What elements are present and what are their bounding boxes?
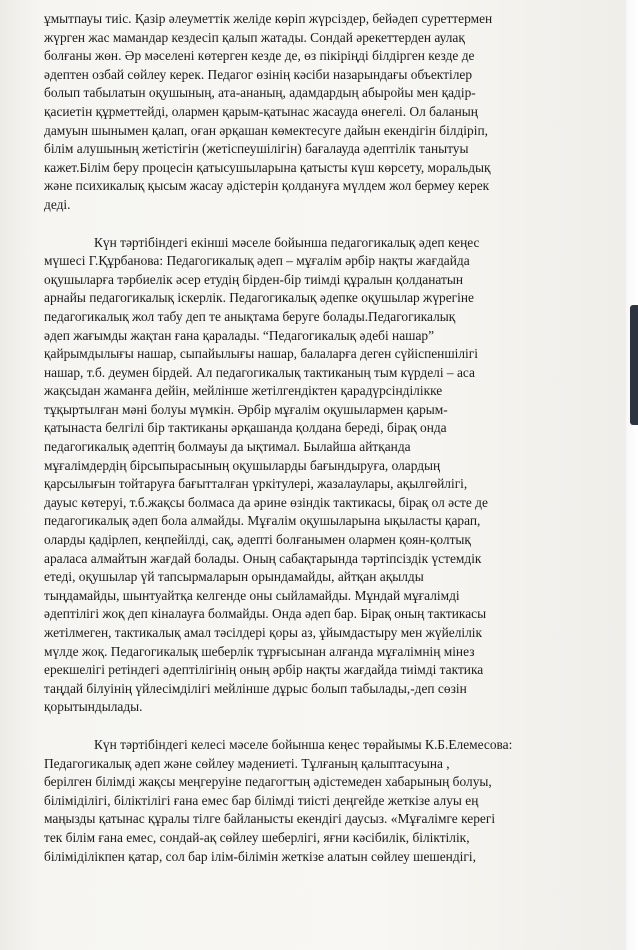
text-line: Күн тәртібіндегі екінші мәселе бойынша педагогикалық әдеп кеңес [94, 234, 480, 250]
text-line: берілген білімді жақсы меңгеруіне педагогтың әдістемеден хабарының болуы, [44, 774, 492, 790]
text-line: арнайы педагогикалық іскерлік. Педагогикалық әдепке оқушылар жүрегіне [44, 290, 474, 306]
text-line: тек білім ғана емес, сондай-ақ сөйлеу шеберлігі, яғни кәсібилік, біліктілік, [44, 829, 470, 845]
text-line: әдептен озбай сөйлеу керек. Педагог өзінің кәсіби назарындағы объектілер [44, 66, 473, 82]
text-line: ерекшелігі ретіндегі әдептілігінің оның әрбір нақты жағдайда тиімді тактика [44, 662, 484, 678]
paragraph-gap [44, 215, 600, 234]
page-edge [626, 0, 638, 950]
text-line: жақсыдан жаманға дейін, мейлінше жетілгендіктен қарадүрсінділікке [44, 383, 443, 399]
text-line: қарсылығын тойтаруға бағытталған үркітулері, жазалаулары, ақылгөйлігі, [44, 476, 468, 492]
text-line: болып табылатын оқушының, ата-ананың, адамдардың абыройы мен қадір- [44, 85, 476, 101]
text-line: мүшесі Г.Құрбанова: Педагогикалық әдеп – мұғалім әрбір нақты жағдайда [44, 253, 470, 269]
text-line: біліміділікпен қатар, сол бар ілім-білімін жеткізе алатын сөйлеу шешендігі, [44, 848, 476, 864]
text-line: етеді, оқушылар үй тапсырмаларын орындамайды, айтқан ақылды [44, 569, 424, 585]
text-line: Педагогикалық әдеп және сөйлеу мәдениеті. Тұлғаның қалыптасуына , [44, 755, 450, 771]
text-line: болғаны жөн. Әр мәселені көтерген кезде де, өз пікіріңді білдірген кезде де [44, 48, 475, 64]
text-line: жүрген жас мамандар кездесіп қалып жатады. Сондай әрекеттерден аулақ [44, 29, 465, 45]
text-line: қасиетін құрметтейді, олармен қарым-қатынас жасауда өнегелі. Ол баланың [44, 103, 478, 119]
text-line: кажет.Білім беру процесін қатысушыларына қатысты күш көрсету, моральдық [44, 159, 491, 175]
text-line: қайрымдылығы нашар, сыпайылығы нашар, балаларға деген сүйіспеншілігі [44, 346, 478, 362]
text-line: әдеп жағымды жақтан ғана қаралады. “Педагогикалық әдебі нашар” [44, 327, 435, 343]
paragraph-3 [44, 736, 600, 866]
text-line: жетілмеген, тактикалық амал тәсілдері қоры аз, ұйымдастыру мен жүйелілік [44, 625, 483, 640]
text-line: нашар, т.б. деумен бірдей. Ал педагогикалық тактиканың тым күрделі – аса [44, 364, 475, 380]
text-line: дамуын шынымен қалап, оған әрқашан көмектесуге дайын екендігін білдіріп, [44, 122, 488, 138]
text-line: тыңдамайды, шынтуайтқа келгенде оны сыйламайды. Мұндай мұғалімді [44, 587, 460, 603]
text-line: әдептілігі жоқ деп кіналауға болмайды. Онда әдеп бар. Бірақ оның тактикасы [44, 606, 487, 622]
text-line: деді. [44, 196, 71, 212]
text-line: оқушыларға тәрбиелік әсер етудің бірден-бір тиімді құралын қолданатын [44, 271, 464, 287]
text-line: мұғалімдердің бірсыпырасының оқушыларды бағындыруға, олардың [44, 457, 441, 473]
text-line: қорытындылады. [44, 699, 143, 715]
text-line: қатынаста белгілі бір тактиканы әрқашанда қолдана береді, бірақ онда [44, 420, 447, 436]
text-line: дауыс көтеруі, т.б.жақсы болмаса да әрине өзіндік тактикасы, бірақ ол әсте де [44, 494, 488, 510]
text-line: оларды қадірлеп, кеңпейілді, сақ, әдепті болғанымен олармен қоян-қолтық [44, 532, 471, 548]
text-line: таңдай білуінің үйлесімділігі мейлінше дұрыс болып табылады,-деп сөзін [44, 680, 467, 696]
text-line: араласа алмайтын жағдай болады. Оның сабақтарында тәртіпсіздік үстемдік [44, 550, 482, 566]
device-edge [630, 305, 638, 425]
paragraph-gap [44, 717, 600, 736]
paragraph-1 [44, 10, 600, 215]
text-line: Күн тәртібіндегі келесі мәселе бойынша кеңес төрайымы К.Б.Елемесова: [94, 736, 513, 752]
text-line: педагогикалық әдеп бола алмайды. Мұғалім оқушыларына ықыласты қарап, [44, 513, 481, 529]
text-line: біліміділігі, біліктілігі ғана емес бар білімді тиісті деңгейде жеткізе алуы ең [44, 792, 479, 808]
text-line: тұқыртылған мәні болуы мүмкін. Әрбір мұғалім оқушылармен қарым- [44, 401, 448, 417]
document-text [44, 10, 600, 866]
text-line: ұмытпауы тиіс. Қазір әлеуметтік желіде көріп жүрсіздер, бейәдеп суреттермен [44, 11, 493, 26]
paragraph-2 [44, 234, 600, 717]
text-line: педагогикалық жол табу деп те анықтама беруге болады.Педагогикалық [44, 308, 456, 324]
text-line: және психикалық қысым жасау әдістерін қолдануға мүлдем жол бермеу керек [44, 178, 490, 194]
text-line: мүлде жоқ. Педагогикалық шеберлік тұрғысынан алғанда мұғалімнің мінез [44, 643, 475, 659]
text-line: маңызды қатынас құралы тілге байланысты екендігі даусыз. «Мұғалімге керегі [44, 811, 496, 827]
text-line: педагогикалық әдептің болмауы да ықтимал. Былайша айтқанда [44, 439, 411, 455]
text-line: білім алушының жетістігін (жетіспеушілігін) бағалауда әдептілік танытуы [44, 141, 469, 157]
